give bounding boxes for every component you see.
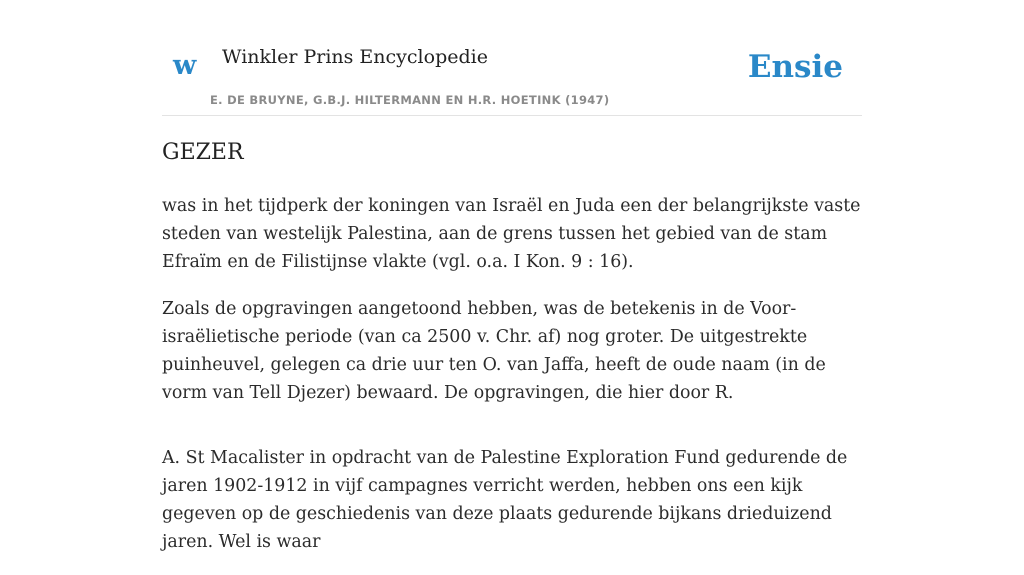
article-body [162,192,862,575]
article-paragraph: A. St Macalister in opdracht van de Palestine Exploration Fund gedurende de jaren 1902-1912 in vijf campagnes verricht werden, hebben ons een kijk gegeven op de geschiedenis van deze plaats gedurende bijkans drieduizend jaren. Wel is waar [162,448,848,552]
site-header [162,0,862,116]
encyclopedia-logo-icon[interactable]: w [173,50,197,81]
ensie-logo-link[interactable]: Ensie [747,49,843,85]
article-title: GEZER [162,140,244,165]
article-paragraph: was in het tijdperk der koningen van Israël en Juda een der belangrijkste vaste steden van westelijk Palestina, aan de grens tussen het gebied van de stam Efraïm en de Filistijnse vlakte (vgl. o.a. I Kon. 9 : 16). [162,196,861,272]
book-authors: E. DE BRUYNE, G.B.J. HILTERMANN EN H.R. HOETINK (1947) [210,93,610,107]
article-paragraph: Zoals de opgravingen aangetoond hebben, was de betekenis in de Voor-israëlietische periode (van ca 2500 v. Chr. af) nog groter. De uitgestrekte puinheuvel, gelegen ca drie uur ten O. van Jaffa, heeft de oude naam (in de vorm van Tell Djezer) bewaard. De opgravingen, die hier door R. [162,299,826,403]
book-title[interactable]: Winkler Prins Encyclopedie [222,46,488,68]
